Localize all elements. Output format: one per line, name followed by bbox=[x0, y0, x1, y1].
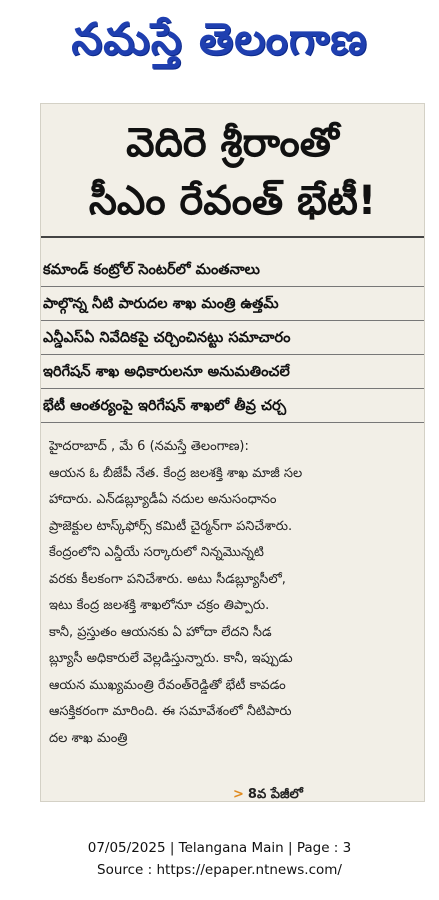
body-line: ఆయన ఓ బీజేపీ నేత. కేంద్ర జలశక్తి శాఖ మాజీ సల bbox=[49, 465, 303, 481]
deck-divider bbox=[41, 354, 424, 355]
headline-line-1: వెదిరె శ్రీరాంతో bbox=[126, 120, 339, 166]
article-body bbox=[49, 434, 415, 752]
body-line: దల శాఖ మంత్రి bbox=[49, 730, 128, 746]
body-line: ఆసక్తికరంగా మారింది. ఈ సమావేశంలో నీటిపారు bbox=[49, 704, 292, 719]
deck-divider bbox=[41, 388, 424, 389]
deck-divider bbox=[41, 286, 424, 287]
body-line: హైదరాబాద్ , మే 6 (నమస్తే తెలంగాణ): bbox=[49, 439, 249, 454]
article-clipping bbox=[40, 103, 425, 802]
continuation-note bbox=[233, 787, 303, 805]
continuation-arrow-icon: > bbox=[233, 787, 244, 802]
masthead-logo: నమస్తే తెలంగాణ bbox=[71, 14, 368, 65]
masthead bbox=[0, 0, 439, 90]
body-line: ఇటు కేంద్ర జలశక్తి శాఖలోనూ చక్రం తిప్పారు. bbox=[49, 598, 270, 613]
continuation-text: 8వ పేజీలో bbox=[247, 787, 303, 802]
headline-line-2: సీఎం రేవంత్ భేటీ! bbox=[88, 178, 377, 224]
body-line: వరకు కీలకంగా పనిచేశారు. అటు సీడబ్ల్యూసీలో, bbox=[49, 571, 286, 587]
deck-item: ఎన్డీఎస్ఏ నివేదికపై చర్చించినట్టు సమాచారం bbox=[43, 330, 291, 346]
headline-rule bbox=[41, 236, 424, 238]
deck-item: ఇరిగేషన్ శాఖ అధికారులనూ అనుమతించలే bbox=[43, 364, 290, 380]
body-line: ప్రాజెక్టుల టాస్క్‌ఫోర్స్ కమిటీ చైర్మన్‌గా పనిచేశారు. bbox=[49, 518, 293, 534]
footer-date-page: 07/05/2025 | Telangana Main | Page : 3 bbox=[87, 840, 352, 856]
body-line: బ్ల్యూసీ అధికారులే వెల్లడిస్తున్నారు. కానీ, ఇప్పుడు bbox=[49, 651, 293, 666]
footer-source: Source : https://epaper.ntnews.com/ bbox=[97, 862, 342, 878]
deck-divider bbox=[41, 422, 424, 423]
body-line: ఆయన ముఖ్యమంత్రి రేవంత్‌రెడ్డితో భేటీ కావడం bbox=[49, 677, 286, 693]
deck-item: భేటీ ఆంతర్యంపై ఇరిగేషన్ శాఖలో తీవ్ర చర్చ bbox=[43, 398, 287, 414]
deck-divider bbox=[41, 320, 424, 321]
deck-item: కమాండ్ కంట్రోల్ సెంటర్‌లో మంతనాలు bbox=[43, 262, 260, 278]
body-line: కానీ, ప్రస్తుతం ఆయనకు ఏ హోదా లేదని సీడ bbox=[49, 624, 272, 640]
body-line: కేంద్రంలోని ఎన్డీయే సర్కారులో నిన్నమొన్నటి bbox=[49, 545, 264, 560]
body-line: హాదారు. ఎన్‌డబ్ల్యూడీఏ నదుల అనుసంధానం bbox=[49, 492, 277, 507]
deck-item: పాల్గొన్న నీటి పారుదల శాఖ మంత్రి ఉత్తమ్ bbox=[43, 296, 279, 312]
